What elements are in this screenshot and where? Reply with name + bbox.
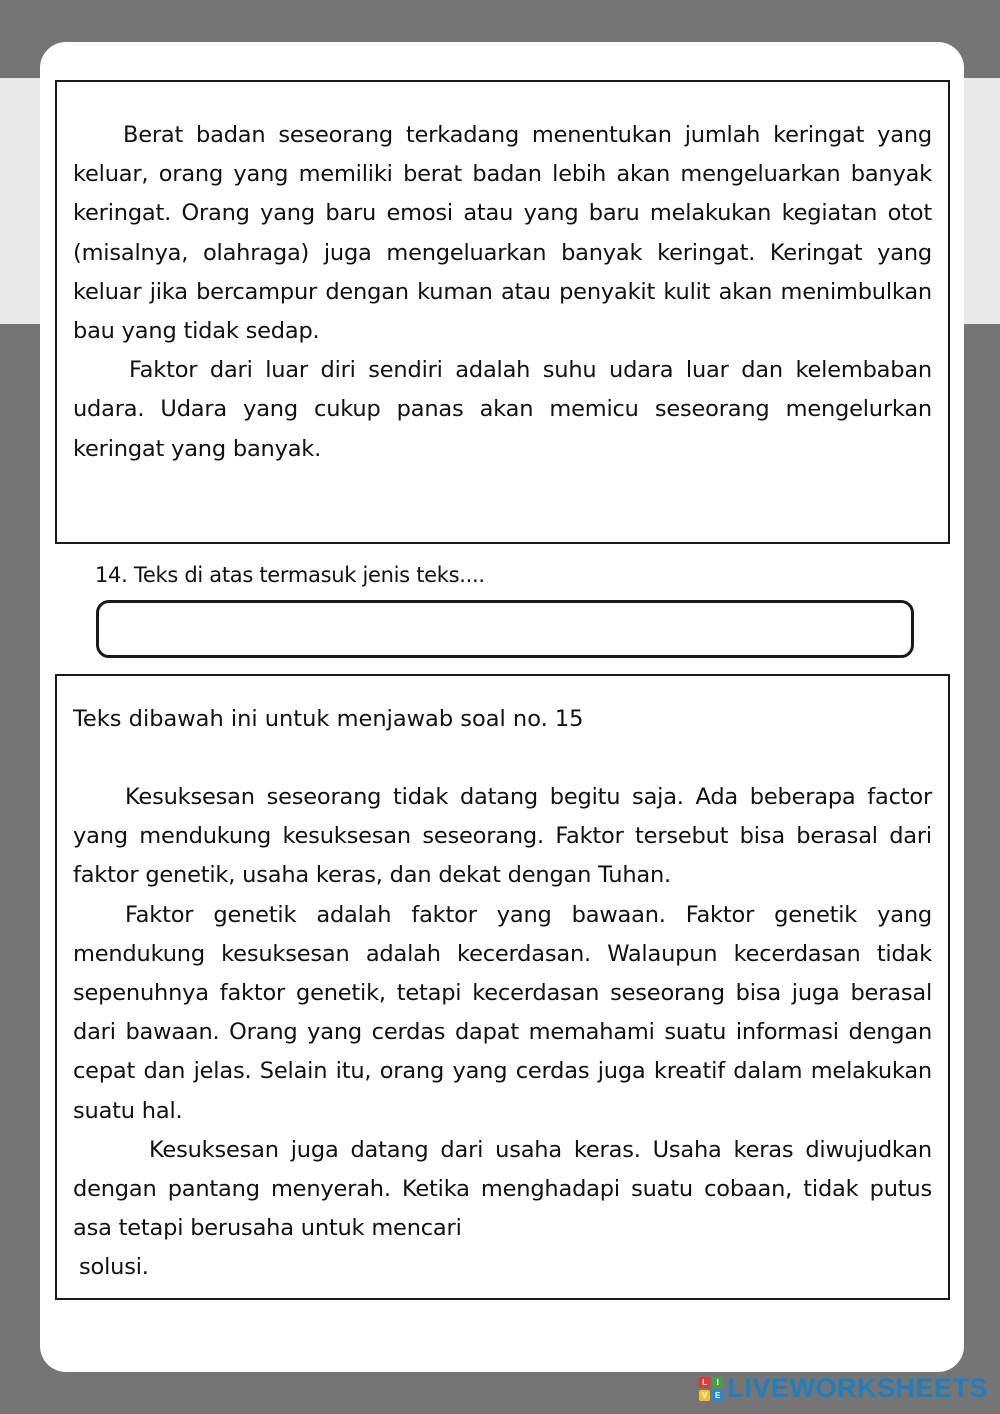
watermark-text: LIVEWORKSHEETS [727,1373,988,1403]
passage2-paragraph-3-end: solusi. [79,1254,149,1281]
worksheet-page [40,42,964,1372]
passage2-intro: Teks dibawah ini untuk menjawab soal no. 15 [73,706,584,732]
logo-letter: L [699,1377,710,1388]
question-14-answer-field[interactable] [96,600,914,658]
passage2-paragraph-2: Faktor genetik adalah faktor yang bawaan. Faktor genetik yang mendukung kesuksesan adalah kecerdasan. Walaupun kecerdasan tidak sepenuhnya faktor genetik, tetapi kecerdasan seseorang bisa juga berasal dari bawaan. Orang yang cerdas dapat memahami suatu informasi dengan cepat dan jelas. Selain itu, orang yang cerdas juga kreatif dalam melakukan suatu hal. [73,901,932,1124]
reading-passage-1 [55,80,950,544]
liveworksheets-watermark [699,1373,988,1404]
liveworksheets-logo-icon [699,1377,723,1401]
reading-passage-2 [55,674,950,1300]
logo-letter: I [712,1377,723,1388]
passage2-paragraph-1: Kesuksesan seseorang tidak datang begitu saja. Ada beberapa factor yang mendukung kesuksesan seseorang. Faktor tersebut bisa berasal dari faktor genetik, usaha keras, dan dekat dengan Tuhan. [73,784,932,889]
question-14-text: 14. Teks di atas termasuk jenis teks.... [95,563,485,587]
passage1-paragraph-2: Faktor dari luar diri sendiri adalah suhu udara luar dan kelembaban udara. Udara yang cukup panas akan memicu seseorang mengelurkan keringat yang banyak. [73,357,932,462]
passage2-paragraph-3: Kesuksesan juga datang dari usaha keras. Usaha keras diwujudkan dengan pantang menyerah. Ketika menghadapi suatu cobaan, tidak putus asa tetapi berusaha untuk mencari [73,1136,932,1242]
logo-letter: V [699,1390,710,1401]
passage1-paragraph-1: Berat badan seseorang terkadang menentukan jumlah keringat yang keluar, orang yang memiliki berat badan lebih akan mengeluarkan banyak keringat. Orang yang baru emosi atau yang baru melakukan kegiatan otot (misalnya, olahraga) juga mengeluarkan banyak keringat. Keringat yang keluar jika bercampur dengan kuman atau penyakit kulit akan menimbulkan bau yang tidak sedap. [73,122,932,345]
logo-letter: E [712,1390,723,1401]
